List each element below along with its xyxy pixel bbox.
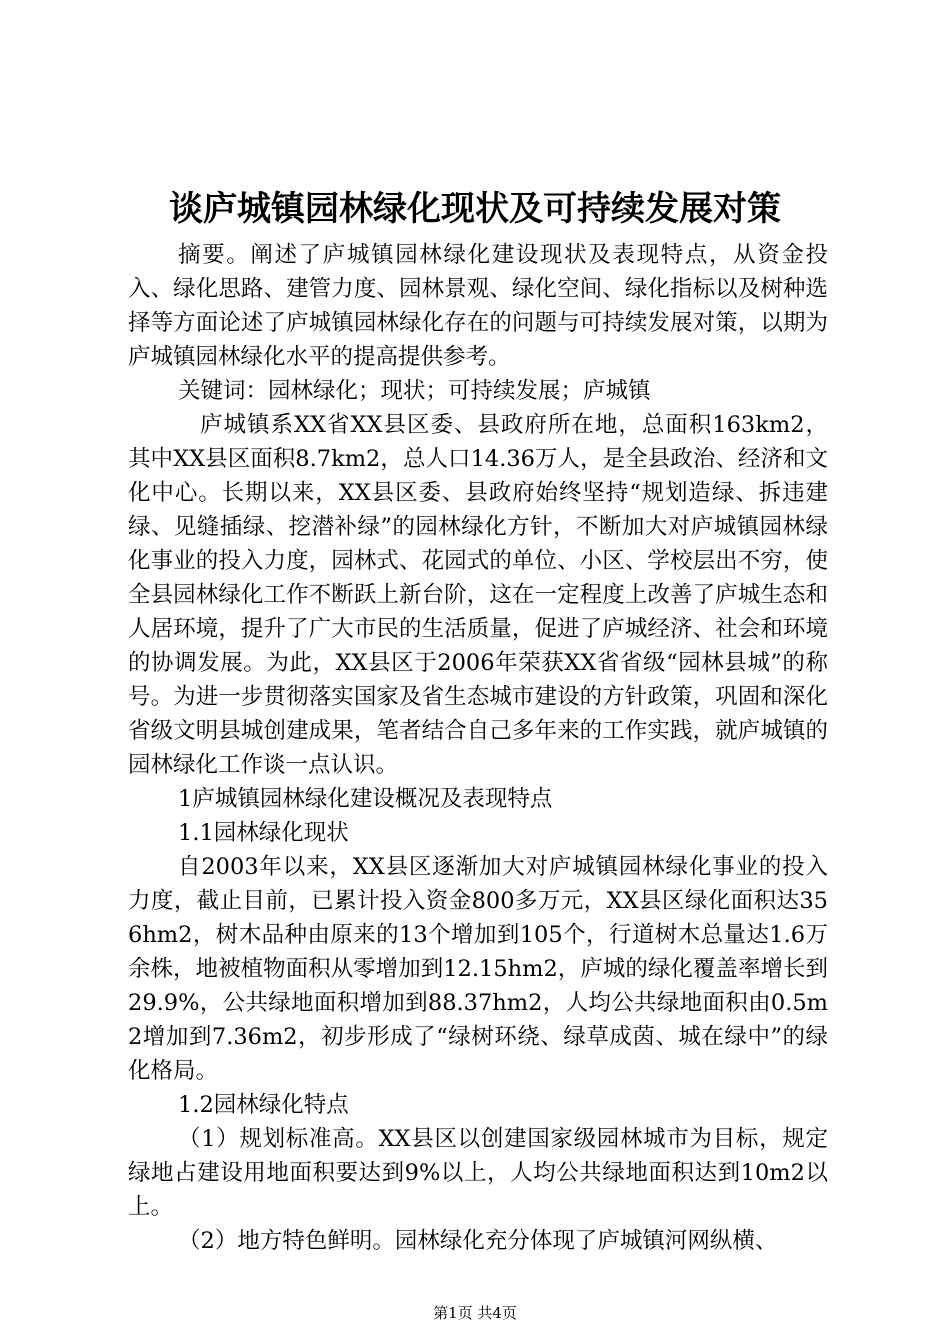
intro-paragraph: 庐城镇系XX省XX县区委、县政府所在地，总面积163km2，其中XX县区面积8.7km2，总人口14.36万人，是全县政治、经济和文化中心。长期以来，XX县区委、县政府始终坚持“规划造绿、拆违建绿、见缝插绿、挖潜补绿”的园林绿化方针，不断加大对庐城镇园林绿化事业的投入力度，园林式、花园式的单位、小区、学校层出不穷，使全县园林绿化工作不断跃上新台阶，这在一定程度上改善了庐城生态和人居环境，提升了广大市民的生活质量，促进了庐城经济、社会和环境的协调发展。为此，XX县区于2006年荣获XX省省级“园林县城”的称号。为进一步贯彻落实国家及省生态城市建设的方针政策，巩固和深化省级文明县城创建成果，笔者结合自己多年来的工作实践，就庐城镇的园林绿化工作谈一点认识。 [128,412,828,778]
feature-paragraph: （1）规划标准高。XX县区以创建国家级园林城市为目标，规定绿地占建设用地面积要达到9%以上，人均公共绿地面积达到10m2以上。 [128,1126,828,1220]
status-paragraph: 自2003年以来，XX县区逐渐加大对庐城镇园林绿化事业的投入力度，截止目前，已累计投入资金800多万元，XX县区绿化面积达356hm2，树木品种由原来的13个增加到105个，行道树木总量达1.6万余株，地被植物面积从零增加到12.15hm2，庐城的绿化覆盖率增长到29.9%，公共绿地面积增加到88.37hm2，人均公共绿地面积由0.5m2增加到7.36m2，初步形成了“绿树环绕、绿草成茵、城在绿中”的绿化格局。 [128,854,828,1084]
document-title: 谈庐城镇园林绿化现状及可持续发展对策 [169,189,781,229]
subsection-heading: 1.1园林绿化现状 [178,820,349,846]
feature-paragraph: （2）地方特色鲜明。园林绿化充分体现了庐城镇河网纵横、 [178,1228,778,1254]
page-footer: 第1页 共4页 [433,1304,517,1322]
keywords-paragraph: 关键词：园林绿化；现状；可持续发展；庐城镇 [178,378,651,404]
abstract-paragraph: 摘要。阐述了庐城镇园林绿化建设现状及表现特点，从资金投入、绿化思路、建管力度、园林景观、绿化空间、绿化指标以及树种选择等方面论述了庐城镇园林绿化存在的问题与可持续发展对策，以期为庐城镇园林绿化水平的提高提供参考。 [128,242,828,370]
section-heading: 1庐城镇园林绿化建设概况及表现特点 [178,786,553,812]
subsection-heading: 1.2园林绿化特点 [178,1092,349,1118]
document-body [128,238,828,1258]
